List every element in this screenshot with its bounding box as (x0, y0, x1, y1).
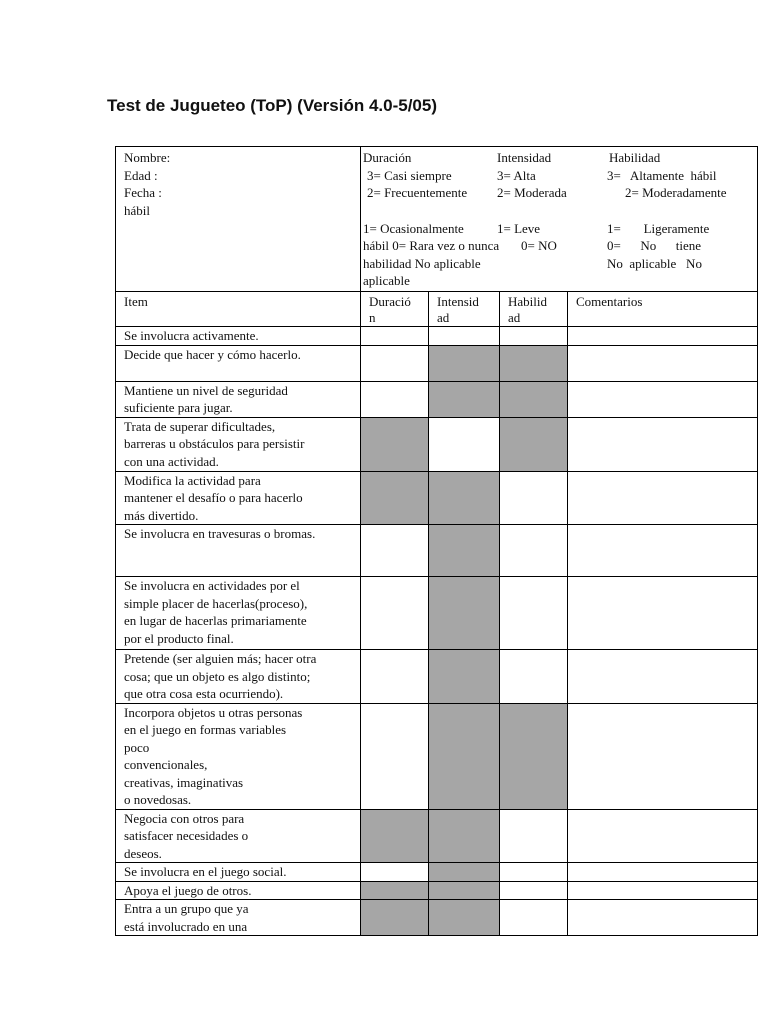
intensidad-cell (429, 900, 500, 936)
legend-duracion (363, 149, 513, 290)
habilidad-cell (500, 417, 568, 471)
habilidad-cell (500, 703, 568, 809)
intensidad-cell (429, 577, 500, 650)
legend-habilidad (607, 149, 749, 272)
comentarios-cell[interactable] (568, 471, 758, 525)
comentarios-cell[interactable] (568, 900, 758, 936)
item-text-line: cosa; que un objeto es algo distinto; (124, 668, 311, 684)
table-row (116, 417, 758, 471)
legend-intensidad-1: 1= Leve (497, 220, 541, 236)
duracion-cell (361, 881, 429, 900)
table-row (116, 327, 758, 346)
table-row (116, 577, 758, 650)
item-text-line: Se involucra en el juego social. (124, 864, 287, 879)
comentarios-cell[interactable] (568, 577, 758, 650)
legend-duracion-1: 1= Ocasionalmente (363, 220, 464, 236)
table-row (116, 381, 758, 417)
habilidad-cell[interactable] (500, 525, 568, 577)
comentarios-cell[interactable] (568, 327, 758, 346)
header-comentarios: Comentarios (568, 292, 758, 327)
item-text-line: Se involucra en travesuras o bromas. (124, 526, 316, 541)
legend-id-fields (116, 147, 361, 292)
comentarios-cell[interactable] (568, 381, 758, 417)
item-text-line: convencionales, (124, 757, 208, 772)
duracion-cell (361, 471, 429, 525)
intensidad-cell (429, 381, 500, 417)
item-cell (116, 577, 361, 650)
item-cell (116, 881, 361, 900)
comentarios-cell[interactable] (568, 863, 758, 882)
item-text-line: Se involucra en actividades por el (124, 578, 300, 593)
header-duracion (361, 292, 429, 327)
habilidad-cell[interactable] (500, 900, 568, 936)
table-row (116, 863, 758, 882)
item-text-line: Incorpora objetos u otras personas (124, 704, 303, 720)
intensidad-cell (429, 471, 500, 525)
duracion-cell[interactable] (361, 327, 429, 346)
label-edad: Edad : (124, 167, 158, 183)
item-text-line: deseos. (124, 845, 162, 861)
duracion-cell (361, 900, 429, 936)
legend-intensidad-title: Intensidad (497, 150, 552, 165)
comentarios-cell[interactable] (568, 703, 758, 809)
item-cell (116, 471, 361, 525)
duracion-cell[interactable] (361, 525, 429, 577)
item-cell (116, 381, 361, 417)
label-nombre: Nombre: (124, 150, 171, 165)
item-text-line: Se involucra activamente. (124, 328, 259, 343)
intensidad-cell (429, 809, 500, 863)
item-text-line: con una actividad. (124, 453, 219, 469)
table-row (116, 900, 758, 936)
item-text-line: satisfacer necesidades o (124, 828, 249, 843)
habilidad-cell[interactable] (500, 881, 568, 900)
legend-duracion-0: hábil 0= Rara vez o nunca (363, 238, 500, 253)
table-row (116, 345, 758, 381)
item-text-line: en el juego en formas variables (124, 722, 287, 737)
item-text-line: simple placer de hacerlas(proceso), (124, 595, 308, 611)
comentarios-cell[interactable] (568, 881, 758, 900)
header-intensidad-line2: ad (437, 310, 450, 325)
legend-duracion-title: Duración (363, 150, 412, 165)
legend-duracion-3: 3= Casi siempre (367, 167, 452, 183)
item-text-line: poco (124, 739, 150, 755)
duracion-cell[interactable] (361, 650, 429, 704)
header-row (116, 292, 758, 327)
top-assessment-table (115, 146, 758, 936)
legend-row (116, 147, 758, 292)
legend-habilidad-2: 2= Moderadamente (625, 185, 727, 200)
item-text-line: Modifica la actividad para (124, 472, 261, 488)
header-item: Item (116, 292, 361, 327)
item-text-line: Trata de superar dificultades, (124, 418, 276, 434)
duracion-cell (361, 809, 429, 863)
legend-intensidad (497, 149, 607, 255)
header-habilidad-line1: Habilid (508, 294, 547, 309)
intensidad-cell[interactable] (429, 417, 500, 471)
intensidad-cell (429, 703, 500, 809)
item-text-line: en lugar de hacerlas primariamente (124, 613, 307, 628)
document-title: Test de Jugueteo (ToP) (Versión 4.0-5/05) (107, 96, 437, 115)
table-row (116, 525, 758, 577)
item-cell (116, 345, 361, 381)
item-text-line: Pretende (ser alguien más; hacer otra (124, 651, 317, 666)
table-row (116, 650, 758, 704)
duracion-cell[interactable] (361, 345, 429, 381)
item-text-line: barreras u obstáculos para persistir (124, 436, 305, 451)
habilidad-cell[interactable] (500, 863, 568, 882)
header-habilidad (500, 292, 568, 327)
legend-scales (361, 147, 758, 292)
item-cell (116, 525, 361, 577)
item-cell (116, 900, 361, 936)
item-text-line: más divertido. (124, 507, 199, 523)
item-cell (116, 703, 361, 809)
duracion-cell[interactable] (361, 577, 429, 650)
duracion-cell[interactable] (361, 381, 429, 417)
legend-intensidad-3: 3= Alta (497, 167, 536, 183)
comentarios-cell[interactable] (568, 525, 758, 577)
item-text-line: Decide que hacer y cómo hacerlo. (124, 346, 301, 362)
intensidad-cell (429, 881, 500, 900)
item-cell (116, 863, 361, 882)
header-duracion-line2: n (369, 310, 376, 325)
legend-habilidad-3: 3= Altamente hábil (607, 167, 717, 183)
duracion-cell[interactable] (361, 863, 429, 882)
legend-habilidad-1: 1= Ligeramente (607, 220, 710, 236)
table-row (116, 881, 758, 900)
item-text-line: Negocia con otros para (124, 810, 245, 826)
comentarios-cell[interactable] (568, 650, 758, 704)
table-row (116, 809, 758, 863)
habilidad-cell (500, 345, 568, 381)
habilidad-cell[interactable] (500, 471, 568, 525)
habilidad-cell[interactable] (500, 327, 568, 346)
item-cell (116, 417, 361, 471)
label-fecha: Fecha : (124, 185, 162, 200)
duracion-cell[interactable] (361, 703, 429, 809)
item-text-line: o novedosas. (124, 792, 192, 807)
intensidad-cell (429, 525, 500, 577)
legend-habilidad-title: Habilidad (609, 150, 661, 165)
habilidad-cell[interactable] (500, 809, 568, 863)
legend-habilidad-0: 0= No tiene (607, 238, 701, 253)
intensidad-cell[interactable] (429, 327, 500, 346)
legend-intensidad-0: 0= NO (521, 238, 557, 253)
table-row (116, 703, 758, 809)
item-cell (116, 327, 361, 346)
item-cell (116, 809, 361, 863)
item-text-line: que otra cosa esta ocurriendo). (124, 686, 284, 701)
label-habil: hábil (124, 202, 150, 218)
legend-habilidad-na: No aplicable No (607, 255, 702, 271)
intensidad-cell (429, 863, 500, 882)
legend-duracion-na: habilidad No aplicable (363, 255, 481, 271)
comentarios-cell[interactable] (568, 809, 758, 863)
item-text-line: por el producto final. (124, 630, 234, 646)
intensidad-cell (429, 650, 500, 704)
table-row (116, 471, 758, 525)
item-text-line: Entra a un grupo que ya (124, 901, 249, 916)
habilidad-cell[interactable] (500, 577, 568, 650)
item-cell (116, 650, 361, 704)
item-text-line: Apoya el juego de otros. (124, 882, 252, 898)
habilidad-cell[interactable] (500, 650, 568, 704)
legend-duracion-aplicable: aplicable (363, 273, 410, 288)
legend-duracion-2: 2= Frecuentemente (367, 185, 468, 200)
header-intensidad (429, 292, 500, 327)
item-text-line: creativas, imaginativas (124, 774, 244, 790)
header-habilidad-line2: ad (508, 310, 521, 325)
legend-intensidad-2: 2= Moderada (497, 185, 567, 200)
item-text-line: mantener el desafío o para hacerlo (124, 490, 303, 505)
item-text-line: Mantiene un nivel de seguridad (124, 382, 288, 398)
item-text-line: está involucrado en una (124, 918, 248, 934)
duracion-cell (361, 417, 429, 471)
habilidad-cell (500, 381, 568, 417)
header-intensidad-line1: Intensid (437, 294, 479, 309)
intensidad-cell (429, 345, 500, 381)
item-text-line: suficiente para jugar. (124, 400, 233, 415)
comentarios-cell[interactable] (568, 417, 758, 471)
header-duracion-line1: Duració (369, 294, 411, 309)
comentarios-cell[interactable] (568, 345, 758, 381)
